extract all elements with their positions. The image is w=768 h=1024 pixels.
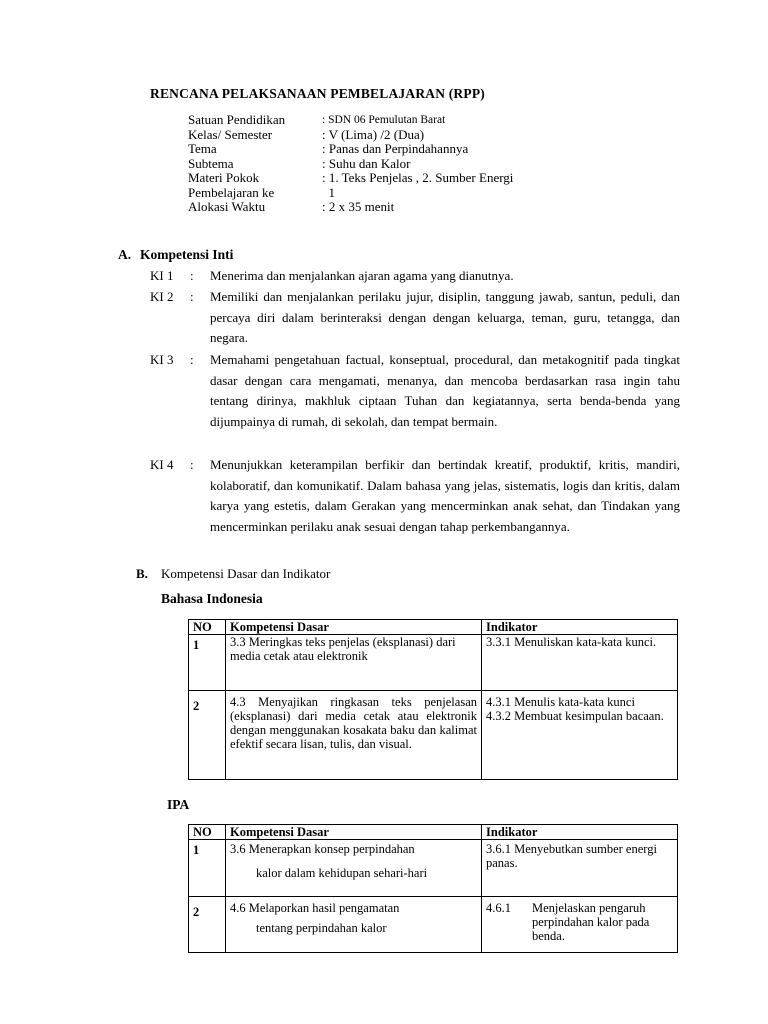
identity-row bbox=[188, 113, 513, 128]
kompetensi-dasar-cell: 4.3 Menyajikan ringkasan teks penjelasan (eksplanasi) dari media cetak atau elektronik dengan menggunakan kosakata baku dan kalimat efektif secara lisan, tulis, dan visual. bbox=[226, 691, 482, 780]
ki-colon: : bbox=[190, 352, 194, 367]
indikator-cell: 3.6.1 Menyebutkan sumber energi panas. bbox=[482, 840, 678, 897]
indikator-cell bbox=[482, 897, 678, 953]
ki-colon: : bbox=[190, 289, 194, 304]
ki-text: Menunjukkan keterampilan berfikir dan bertindak kreatif, produktif, kritis, mandiri, kolaboratif, dan komunikatif. Dalam bahasa yang jelas, sistematis, logis dan kritis, dalam karya yang estetis, dalam Gerakan yang mencerminkan anak sehat, dan Tindakan yang mencerminkan perilaku anak sesuai dengan tahap perkembangannya. bbox=[210, 457, 680, 534]
ipa-table bbox=[188, 824, 678, 953]
section-letter: B. bbox=[136, 566, 148, 581]
indikator-text: Menjelaskan pengaruh perpindahan kalor pada benda. bbox=[532, 901, 650, 943]
bahasa-indonesia-table bbox=[188, 619, 678, 780]
identity-value: : V (Lima) /2 (Dua) bbox=[322, 126, 425, 142]
identity-row bbox=[188, 200, 513, 215]
ki-item bbox=[150, 287, 680, 349]
column-header: Kompetensi Dasar bbox=[226, 620, 482, 635]
ki-item bbox=[150, 455, 680, 537]
indikator-item: 4.3.1 Menulis kata-kata kunci bbox=[486, 695, 635, 709]
indikator-number: 4.6.1 bbox=[486, 901, 511, 915]
identity-value: : 1. Teks Penjelas , 2. Sumber Energi bbox=[322, 170, 514, 185]
ki-text: Memiliki dan menjalankan perilaku jujur, disiplin, tanggung jawab, santun, peduli, dan percaya diri dalam berinteraksi dengan dengan keluarga, teman, guru, tetangga, dan negara. bbox=[210, 289, 680, 345]
column-header: Indikator bbox=[482, 825, 678, 840]
kd-line: 3.6 Menerapkan konsep perpindahan bbox=[230, 842, 415, 856]
kd-line: tentang perpindahan kalor bbox=[256, 921, 387, 935]
kompetensi-dasar-cell bbox=[226, 840, 482, 897]
kd-line: kalor dalam kehidupan sehari-hari bbox=[256, 866, 428, 880]
row-number: 2 bbox=[189, 691, 226, 780]
bahasa-indonesia-heading: Bahasa Indonesia bbox=[161, 591, 263, 606]
table-header-row bbox=[189, 825, 678, 840]
column-header: NO bbox=[189, 620, 226, 635]
kompetensi-dasar-cell bbox=[226, 897, 482, 953]
row-number: 2 bbox=[189, 897, 226, 953]
section-title: Kompetensi Inti bbox=[140, 247, 234, 262]
column-header: Kompetensi Dasar bbox=[226, 825, 482, 840]
identity-label: Subtema bbox=[188, 155, 234, 171]
identity-label: Pembelajaran ke bbox=[188, 184, 275, 200]
column-header: NO bbox=[189, 825, 226, 840]
ki-code: KI 3 bbox=[150, 352, 174, 367]
identity-label: Kelas/ Semester bbox=[188, 126, 273, 142]
ki-item bbox=[150, 266, 680, 287]
identity-label: Alokasi Waktu bbox=[188, 199, 266, 214]
table-row bbox=[189, 897, 678, 953]
identity-value: 1 bbox=[322, 184, 335, 200]
identity-value: : SDN 06 Pemulutan Barat bbox=[322, 114, 446, 126]
ki-colon: : bbox=[190, 268, 194, 283]
identity-row bbox=[188, 171, 513, 186]
section-b-heading bbox=[136, 566, 330, 582]
identity-value: : Panas dan Perpindahannya bbox=[322, 141, 469, 156]
section-letter: A. bbox=[118, 247, 132, 262]
ki-item bbox=[150, 350, 680, 432]
ki-text: Menerima dan menjalankan ajaran agama yang dianutnya. bbox=[210, 268, 514, 283]
identity-block bbox=[188, 113, 513, 215]
table-row bbox=[189, 635, 678, 691]
table-row bbox=[189, 691, 678, 780]
identity-row bbox=[188, 142, 513, 157]
row-number: 1 bbox=[189, 635, 226, 691]
table-header-row bbox=[189, 620, 678, 635]
ipa-heading: IPA bbox=[167, 797, 190, 812]
section-a-heading bbox=[118, 247, 233, 263]
identity-row bbox=[188, 186, 513, 201]
row-number: 1 bbox=[189, 840, 226, 897]
identity-value: : 2 x 35 menit bbox=[322, 199, 395, 214]
identity-label: Materi Pokok bbox=[188, 170, 260, 185]
ki-code: KI 4 bbox=[150, 457, 174, 472]
indikator-cell: 3.3.1 Menuliskan kata-kata kunci. bbox=[482, 635, 678, 691]
document-title: RENCANA PELAKSANAAN PEMBELAJARAN (RPP) bbox=[150, 86, 485, 101]
identity-row bbox=[188, 128, 513, 143]
indikator-item: 4.3.2 Membuat kesimpulan bacaan. bbox=[486, 709, 664, 723]
table-row bbox=[189, 840, 678, 897]
ki-code: KI 2 bbox=[150, 289, 174, 304]
identity-row bbox=[188, 157, 513, 172]
section-title: Kompetensi Dasar dan Indikator bbox=[161, 566, 331, 581]
ki-code: KI 1 bbox=[150, 268, 174, 283]
ki-text: Memahami pengetahuan factual, konseptual, procedural, dan metakognitif pada tingkat dasar dengan cara mengamati, menanya, dan mencoba berdasarkan rasa ingin tahu tentang dirinya, makhluk ciptaan Tuhan dan kegiatannya, serta benda-benda yang dijumpainya di rumah, di sekolah, dan tempat bermain. bbox=[210, 352, 680, 429]
indikator-cell bbox=[482, 691, 678, 780]
identity-value: : Suhu dan Kalor bbox=[322, 155, 411, 171]
kd-line: 4.6 Melaporkan hasil pengamatan bbox=[230, 901, 400, 915]
ki-colon: : bbox=[190, 457, 194, 472]
identity-label: Tema bbox=[188, 141, 217, 156]
kompetensi-dasar-cell: 3.3 Meringkas teks penjelas (eksplanasi) dari media cetak atau elektronik bbox=[226, 635, 482, 691]
column-header: Indikator bbox=[482, 620, 678, 635]
identity-label: Satuan Pendidikan bbox=[188, 112, 286, 127]
